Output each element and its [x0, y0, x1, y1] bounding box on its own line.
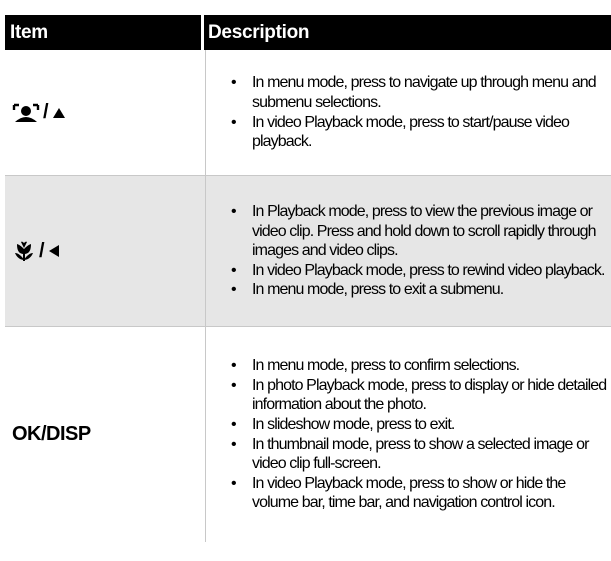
- item-cell: [5, 176, 205, 326]
- description-cell: [206, 176, 611, 326]
- list-item: • In Playback mode, press to view the previous image or video clip. Press and hold down to scroll rapidly through images and video clips.: [231, 203, 596, 260]
- left-arrow-icon: [48, 244, 60, 258]
- button-reference-table: [5, 15, 611, 542]
- table-row: [5, 175, 611, 326]
- table-row: [5, 50, 611, 175]
- list-item: • In slideshow mode, press to exit.: [231, 415, 455, 433]
- bullet-list: [231, 202, 607, 300]
- list-item: • In photo Playback mode, press to display or hide detailed information about the photo.: [231, 376, 607, 414]
- header-description: Description: [208, 22, 310, 43]
- list-item: • In video Playback mode, press to rewind video playback.: [231, 261, 605, 279]
- list-item: • In video Playback mode, press to show or hide the volume bar, time bar, and navigation control icon.: [231, 474, 566, 512]
- list-item: • In menu mode, press to exit a submenu.: [231, 281, 504, 299]
- bullet-list: [231, 356, 607, 513]
- description-cell: [206, 50, 611, 175]
- ok-disp-label: OK/DISP: [12, 423, 91, 445]
- list-item: • In menu mode, press to confirm selections.: [231, 357, 520, 375]
- list-item: • In thumbnail mode, press to show a selected image or video clip full-screen.: [231, 435, 589, 473]
- item-separator: /: [39, 239, 45, 262]
- up-arrow-icon: [52, 107, 66, 119]
- table-row: [5, 326, 611, 542]
- description-cell: [206, 327, 611, 542]
- item-icons: [12, 240, 60, 263]
- macro-flower-icon: [12, 240, 36, 262]
- item-icons: [12, 101, 66, 124]
- list-item: • In menu mode, press to navigate up through menu and submenu selections.: [231, 74, 596, 111]
- portrait-mode-icon: [12, 103, 40, 123]
- table-header: [5, 15, 611, 50]
- item-cell: [5, 50, 205, 175]
- item-separator: /: [43, 101, 49, 123]
- header-item: Item: [10, 22, 48, 43]
- list-item: • In video Playback mode, press to start/pause video playback.: [231, 113, 569, 151]
- item-cell: [5, 327, 205, 542]
- bullet-list: [231, 73, 607, 151]
